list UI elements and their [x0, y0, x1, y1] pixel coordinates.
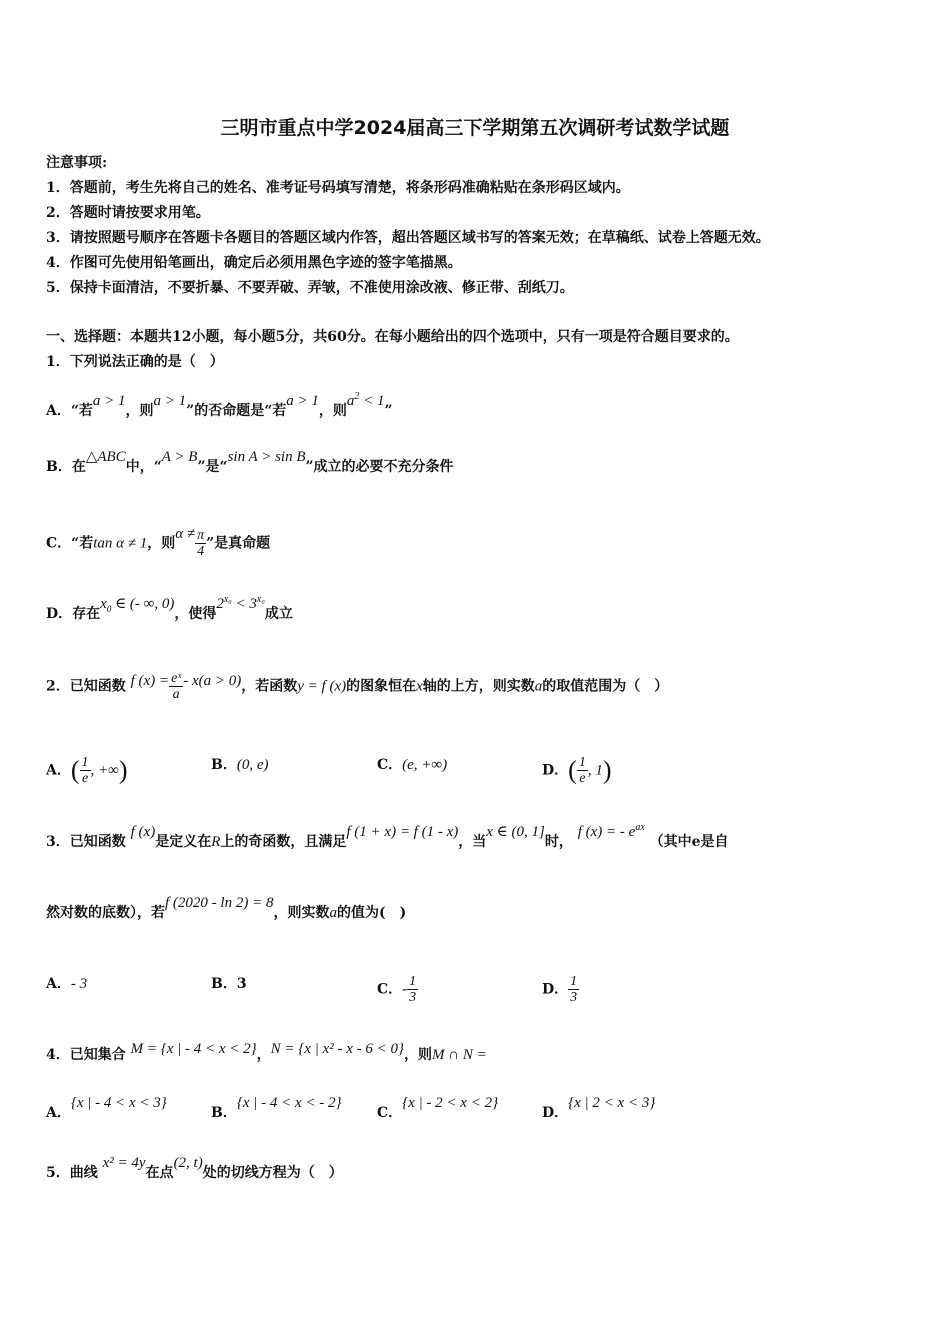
question-5-stem: 5．曲线 x² = 4y在点(2, t)处的切线方程为（ ）	[46, 1155, 343, 1181]
fraction: $\frac{\pi}{4}$	[197, 528, 205, 559]
question-3-stem-cont: 然对数的底数），若f (2020 - ln 2) = 8，则实数a的值为( )	[46, 895, 407, 921]
question-3-option-c: C．- $\frac{1}{3}$	[377, 974, 417, 1005]
question-1-option-d: D．存在$x_0$ ∈ (- ∞, 0)，使得$2^{x_0} < 3^{x_0}$成立	[46, 594, 293, 622]
question-3-option-b: B．3	[211, 976, 247, 992]
question-3-stem: 3．已知函数 f (x)是定义在R上的奇函数，且满足f (1 + x) = f (1 - x)，当x ∈ (0, 1]时， f (x) = - $e^{ax}$ （其中e是自	[46, 822, 729, 850]
question-2-option-a: A．( $\frac{1}{e}$ , +∞)	[46, 755, 128, 786]
question-4-option-b: B．{x | - 4 < x < - 2}	[211, 1095, 342, 1121]
notice-item-2: 2．答题时请按要求用笔。	[46, 205, 210, 221]
notice-item-5: 5．保持卡面清洁，不要折暴、不要弄破、弄皱，不准使用涂改液、修正带、刮纸刀。	[46, 280, 574, 296]
notice-heading: 注意事项:	[46, 155, 108, 171]
question-1-option-a: A．“若a > 1，则a > 1”的否命题是“若a > 1，则$a^2 < 1$”	[46, 391, 393, 419]
section-heading: 一、选择题：本题共12小题，每小题5分，共60分。在每小题给出的四个选项中，只有一项是符合题目要求的。	[46, 329, 739, 345]
notice-item-3: 3．请按照题号顺序在答题卡各题目的答题区域内作答，超出答题区域书写的答案无效；在草稿纸、试卷上答题无效。	[46, 230, 770, 246]
question-1-stem: 1．下列说法正确的是（ ）	[46, 354, 224, 370]
question-1-option-c: C．“若tan α ≠ 1，则α ≠ $\frac{\pi}{4}$ ”是真命题	[46, 525, 271, 559]
question-3-option-a: A．- 3	[46, 976, 88, 992]
question-2-option-b: B．(0, e)	[211, 757, 269, 773]
notice-item-1: 1．答题前，考生先将自己的姓名、准考证号码填写清楚，将条形码准确粘贴在条形码区域内。	[46, 180, 630, 196]
question-2-option-d: D．( $\frac{1}{e}$ , 1)	[542, 755, 612, 786]
page-title: 三明市重点中学2024届高三下学期第五次调研考试数学试题	[220, 117, 730, 139]
question-3-option-d: D． $\frac{1}{3}$	[542, 974, 578, 1005]
question-4-option-d: D．{x | 2 < x < 3}	[542, 1095, 656, 1121]
question-4-stem: 4．已知集合 M = {x | - 4 < x < 2}，N = {x | x² - x - 6 < 0}，则M ∩ N =	[46, 1041, 487, 1063]
fraction: $\frac{\text{eˣ}}{a}$	[171, 671, 182, 702]
question-4-option-c: C．{x | - 2 < x < 2}	[377, 1095, 499, 1121]
question-2-stem: 2．已知函数 f (x) = $\frac{\text{eˣ}}{a}$ - x(a > 0)，若函数y = f (x)的图象恒在x轴的上方，则实数a的取值范围为（ ）	[46, 671, 669, 702]
question-2-option-c: C．(e, +∞)	[377, 757, 448, 773]
notice-item-4: 4．作图可先使用铅笔画出，确定后必须用黑色字迹的签字笔描黑。	[46, 255, 462, 271]
question-4-option-a: A．{x | - 4 < x < 3}	[46, 1095, 167, 1121]
question-1-option-b: B．在△ABC中，“A > B”是“sin A > sin B”成立的必要不充分条件	[46, 449, 454, 475]
